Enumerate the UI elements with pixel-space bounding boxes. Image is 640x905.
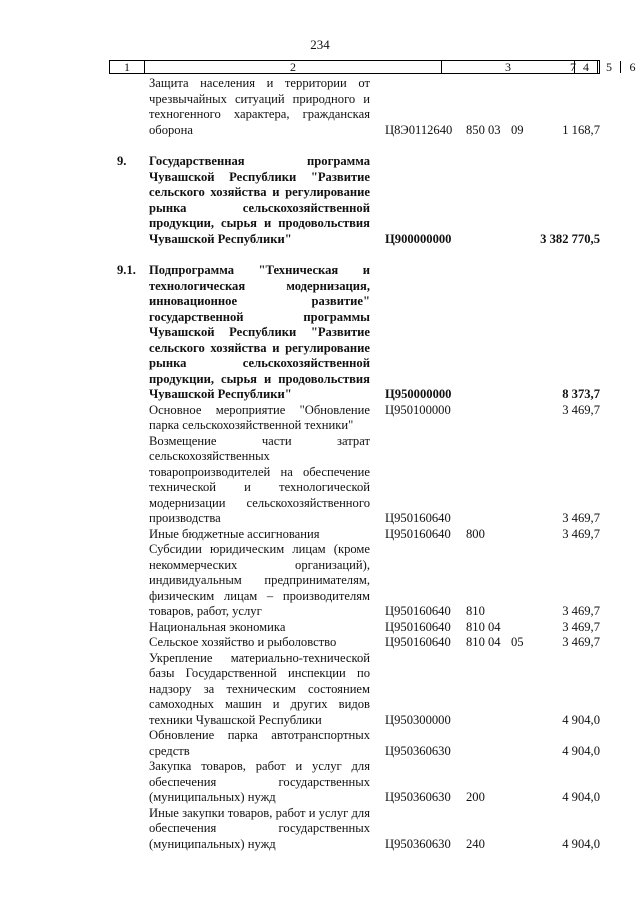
table-row [0,759,640,806]
header-col-6: 6 [621,61,640,73]
row-code: Ц950160640 [385,635,451,649]
row-vr: 810 [466,619,485,634]
row-amount: 8 373,7 [562,387,600,401]
row-code: Ц950300000 [385,712,451,727]
row-amount: 3 469,7 [562,604,600,618]
row-name: Возмещение части затрат сельскохозяйственных товаропроизводителей на обеспечение технической и технологической модернизации сельскохозяйственного производства [149,433,370,525]
table-row [0,154,640,247]
row-amount: 4 904,0 [562,743,600,758]
row-vr: 810 [466,635,485,649]
row-name: Закупка товаров, работ и услуг для обеспечения государственных (муниципальных) нужд [149,759,370,804]
row-amount: 4 904,0 [562,836,600,851]
table-row [0,635,640,651]
row-code: Ц8Э0112640 [385,122,453,137]
header-col-4: 4 [575,61,598,73]
row-vr: 800 [466,526,485,541]
row-amount: 3 469,7 [562,511,600,525]
row-code: Ц900000000 [385,231,452,246]
row-amount: 3 469,7 [562,619,600,634]
header-col-5: 5 [598,61,621,73]
row-vr: 200 [466,790,485,804]
row-code: Ц950360630 [385,790,451,804]
row-amount: 3 469,7 [562,635,600,649]
row-number: 9.1. [117,263,136,277]
header-col-1: 1 [110,61,145,73]
table-header [109,60,636,74]
row-rz: 04 [488,635,501,649]
table-row [0,651,640,729]
row-pr: 05 [511,635,524,649]
row-rz: 04 [488,619,501,634]
table-row [0,434,640,527]
row-code: Ц950100000 [385,402,451,417]
row-amount: 3 469,7 [562,402,600,417]
table-row [0,76,640,138]
row-code: Ц950360630 [385,743,451,758]
table-row [0,527,640,543]
table-row [0,263,640,403]
budget-table [0,76,640,852]
header-col-3: 3 [442,61,575,73]
header-col-7: 7 [570,60,576,74]
row-name: Укрепление материально-технической базы Государственной инспекции по надзору за техническим состоянием самоходных машин и других видов техники Чувашской Республики [149,650,370,727]
table-row [0,728,640,759]
row-number: 9. [117,154,127,168]
row-code: Ц950360630 [385,836,451,851]
row-name: Национальная экономика [149,619,286,634]
row-name: Иные закупки товаров, работ и услуг для обеспечения государственных (муниципальных) нужд [149,805,370,851]
table-row [0,403,640,434]
row-code: Ц950160640 [385,619,451,634]
row-name: Субсидии юридическим лицам (кроме некоммерческих организаций), индивидуальным предпринимателям, физическим лицам – производителям товаров, работ, услуг [149,542,370,618]
table-row [0,542,640,620]
row-amount: 3 382 770,5 [540,231,600,246]
row-code: Ц950160640 [385,511,451,525]
row-name: Основное мероприятие "Обновление парка сельскохозяйственной техники" [149,402,370,432]
table-row [0,620,640,636]
row-vr: 810 [466,604,485,618]
row-code: Ц950160640 [385,526,451,541]
row-name: Защита населения и территории от чрезвычайных ситуаций природного и техногенного характера, гражданская оборона [149,76,370,137]
row-amount: 1 168,7 [562,122,600,137]
row-name: Иные бюджетные ассигнования [149,526,320,541]
row-amount: 4 904,0 [562,712,600,727]
row-name: Государственная программа Чувашской Республики "Развитие сельского хозяйства и регулирование рынка сельскохозяйственной продукции, сырья и продовольствия Чувашской Республики" [149,154,370,246]
row-rz: 03 [488,122,501,137]
row-code: Ц950000000 [385,387,452,401]
row-code: Ц950160640 [385,604,451,618]
row-amount: 4 904,0 [562,790,600,804]
row-name: Сельское хозяйство и рыболовство [149,635,337,649]
row-vr: 240 [466,836,485,851]
header-col-2: 2 [145,61,442,73]
page-number: 234 [310,37,330,52]
row-vr: 850 [466,122,485,137]
row-amount: 3 469,7 [562,526,600,541]
table-row [0,806,640,853]
row-name: Подпрограмма "Техническая и технологическая модернизация, инновационное развитие" государственной программы Чувашской Республики "Развитие сельского хозяйства и регулирование рынка сельскохозяйственной продукции, сырья и продовольствия Чувашской Республики" [149,263,370,401]
row-pr: 09 [511,122,524,137]
row-name: Обновление парка автотранспортных средств [149,728,370,758]
